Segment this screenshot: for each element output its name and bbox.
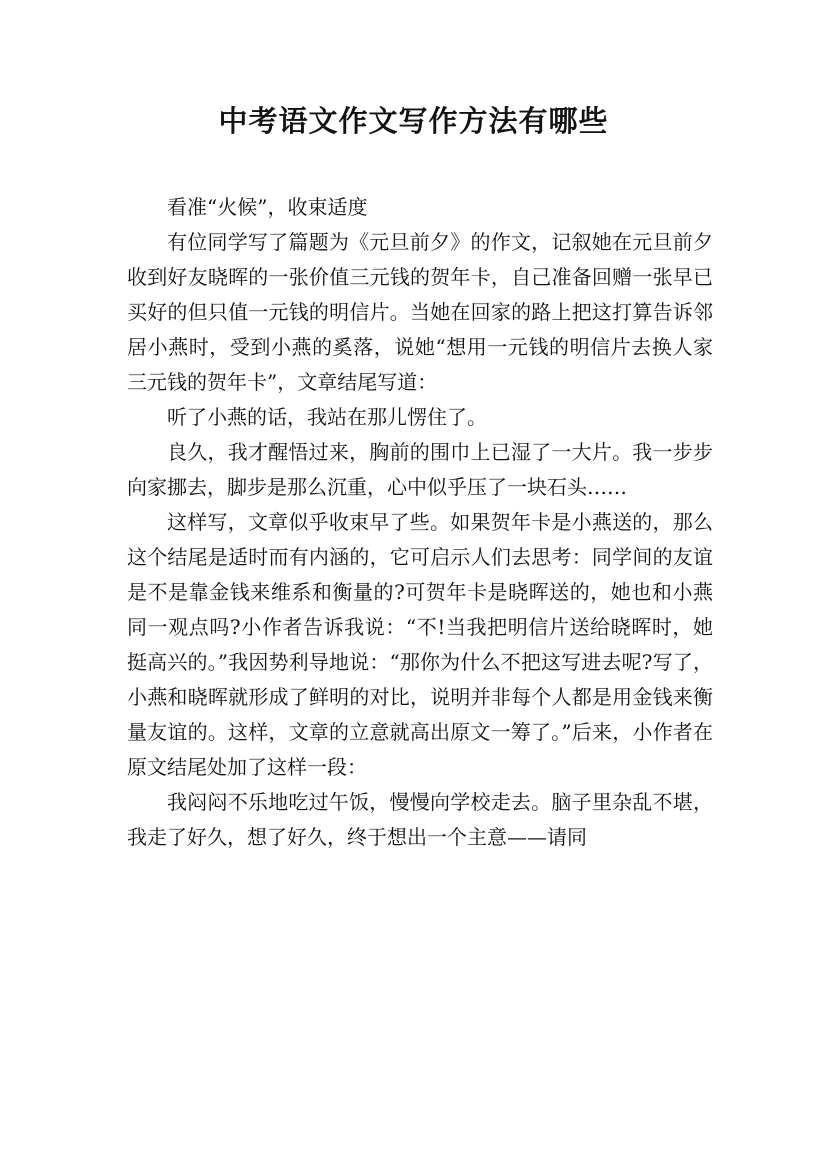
paragraph: 听了小燕的话，我站在那儿愣住了。 — [167, 405, 487, 429]
paragraph: 良久，我才醒悟过来，胸前的围巾上已湿了一大片。我一步步向家挪去，脚步是那么沉重，心中似乎压了一块石头…… — [127, 440, 713, 499]
document-title: 中考语文作文写作方法有哪些 — [218, 104, 609, 138]
document-body — [127, 190, 713, 855]
paragraph: 这样写，文章似乎收束早了些。如果贺年卡是小燕送的，那么这个结尾是适时而有内涵的，它可启示人们去思考：同学间的友谊是不是靠金钱来维系和衡量的?可贺年卡是晓晖送的，她也和小燕同一观点吗?小作者告诉我说：“不!当我把明信片送给晓晖时，她挺高兴的。”我因势利导地说：“那你为什么不把这写进去呢?写了，小燕和晓晖就形成了鲜明的对比，说明并非每个人都是用金钱来衡量友谊的。这样，文章的立意就高出原文一筹了。”后来，小作者在原文结尾处加了这样一段： — [127, 510, 713, 779]
paragraph: 我闷闷不乐地吃过午饭，慢慢向学校走去。脑子里杂乱不堪，我走了好久，想了好久，终于想出一个主意——请同 — [127, 790, 713, 849]
paragraph: 有位同学写了篇题为《元旦前夕》的作文，记叙她在元旦前夕收到好友晓晖的一张价值三元钱的贺年卡，自己准备回赠一张早已买好的但只值一元钱的明信片。当她在回家的路上把这打算告诉邻居小燕时，受到小燕的奚落，说她“想用一元钱的明信片去换人家三元钱的贺年卡”，文章结尾写道： — [127, 230, 713, 394]
paragraph-subheading: 看准“火候”，收束适度 — [167, 195, 368, 219]
